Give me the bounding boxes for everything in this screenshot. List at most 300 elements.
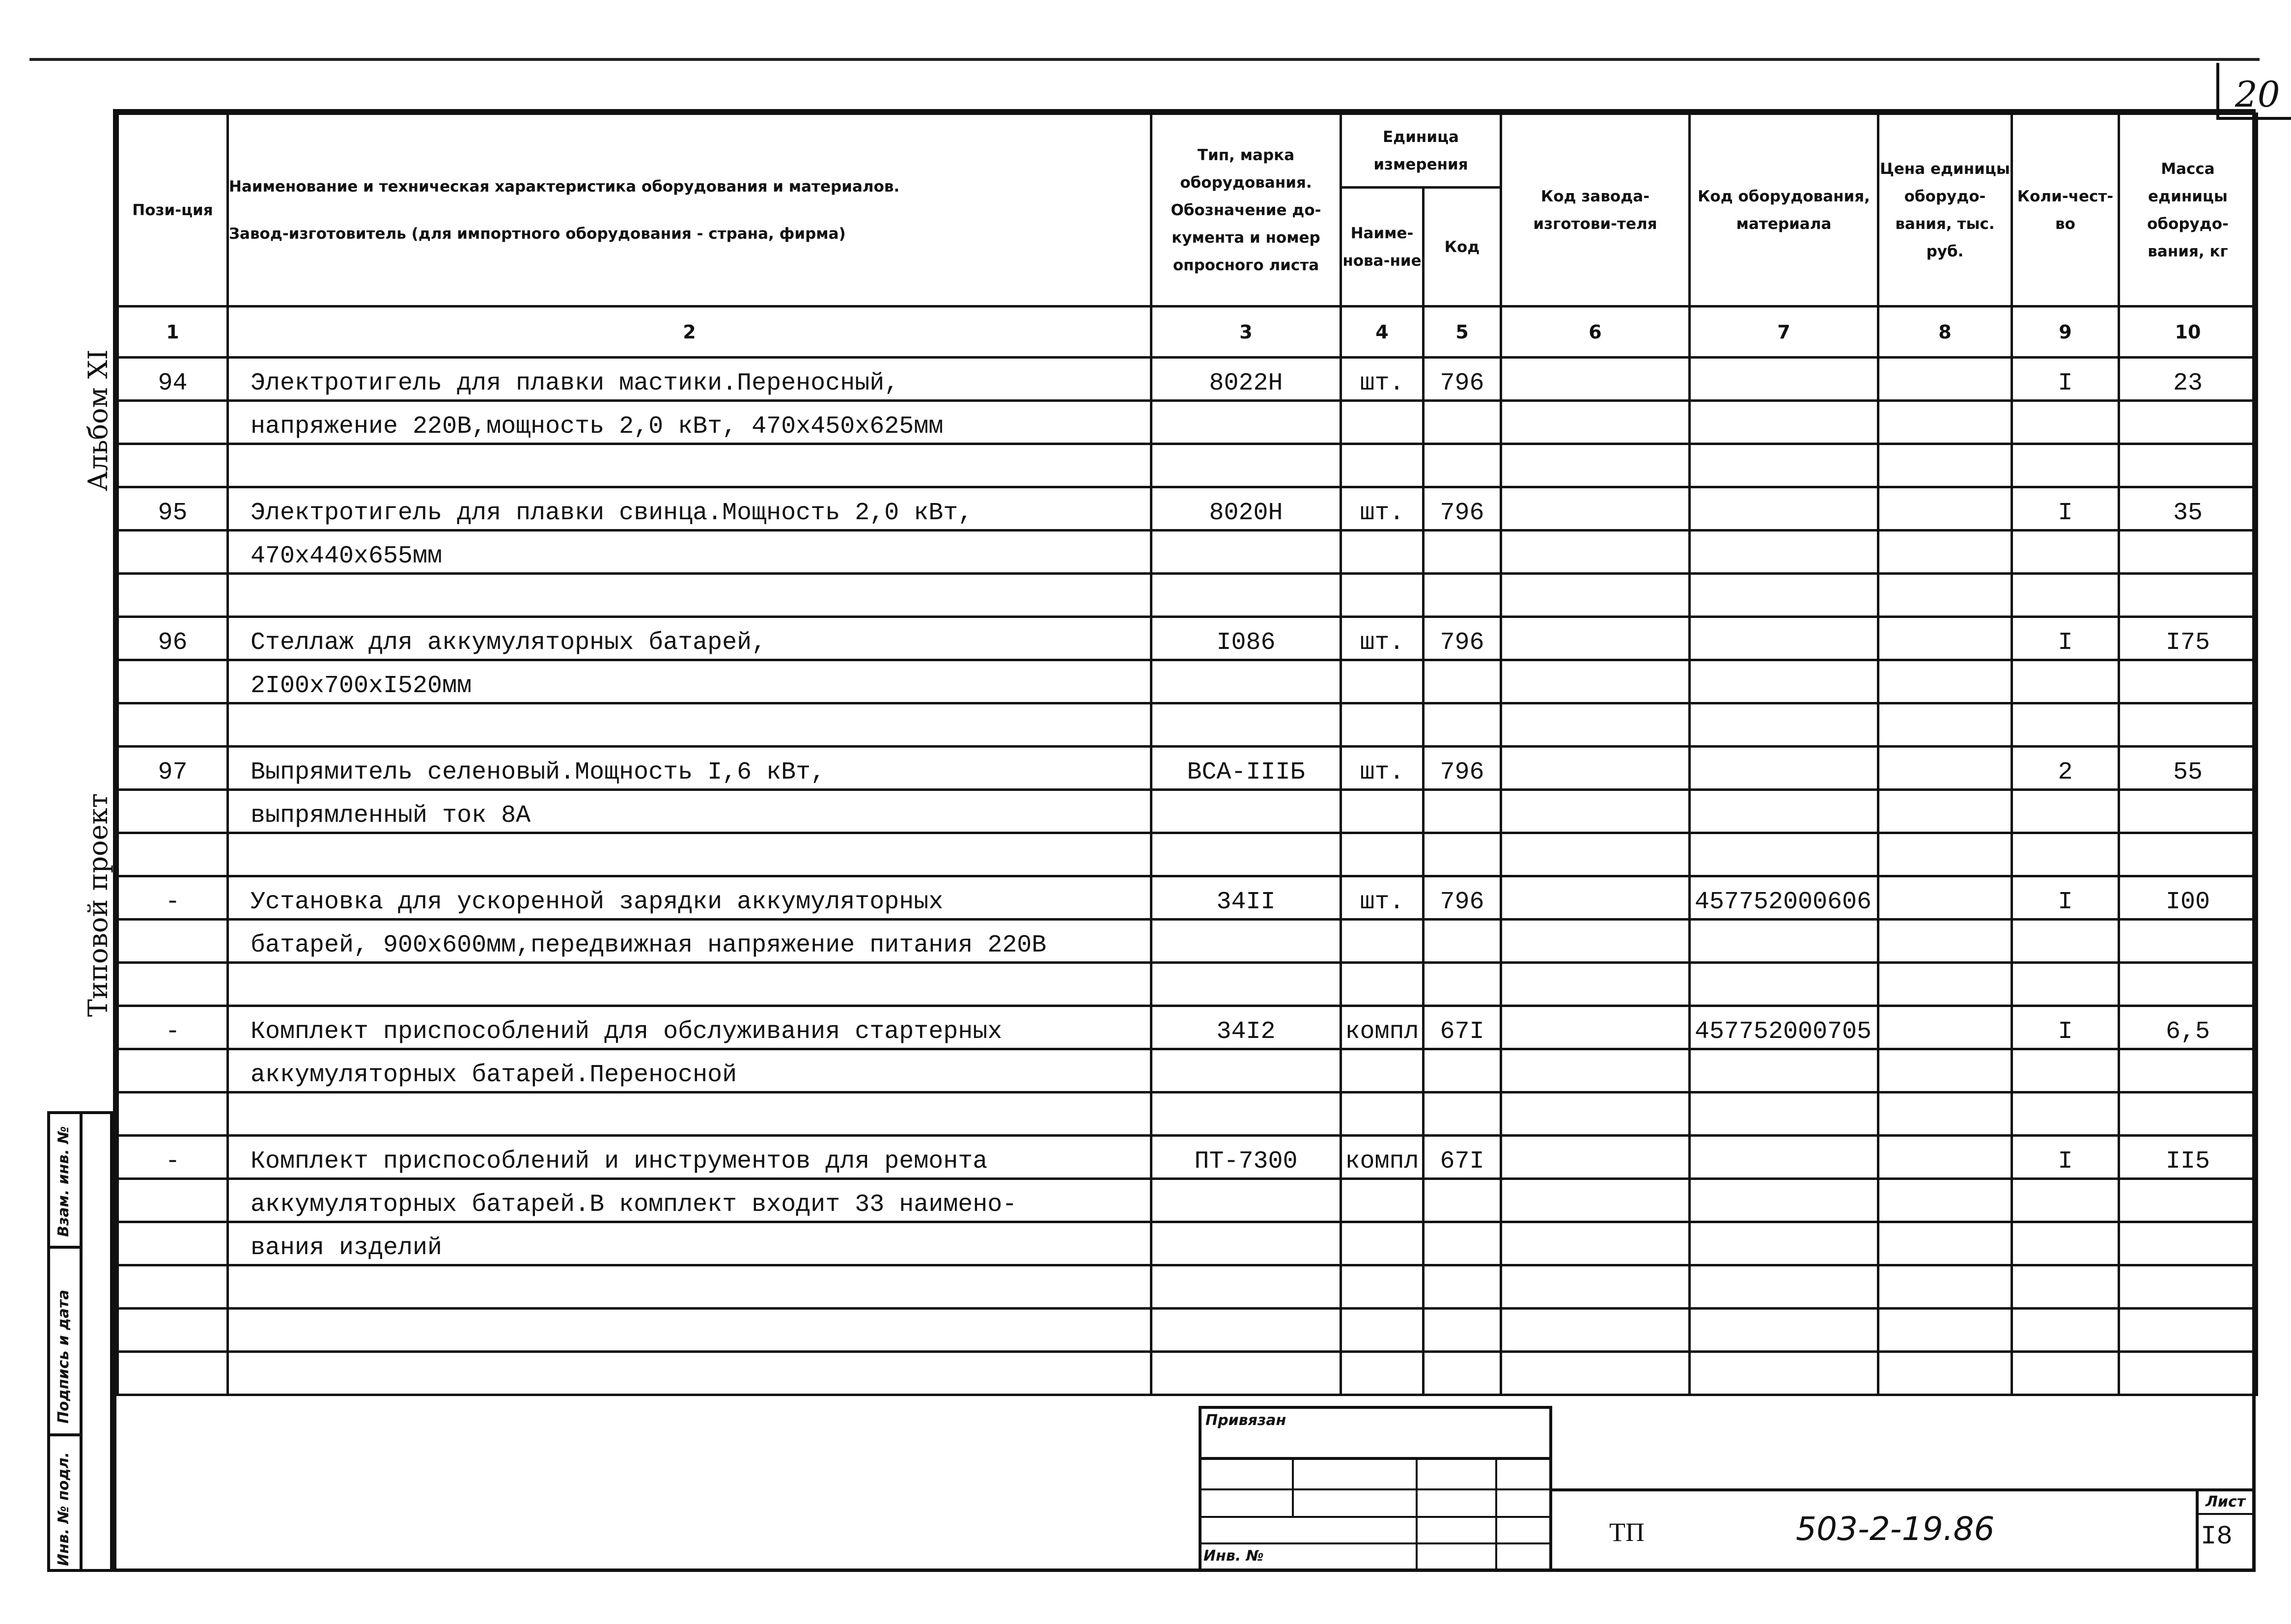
- tb-border: [1199, 1457, 1552, 1460]
- cell-type: ПТ-7300: [1151, 1136, 1341, 1179]
- cell-qty: [2012, 963, 2119, 1006]
- cell-price: [1878, 1049, 2012, 1092]
- cell-qty: [2012, 1265, 2119, 1309]
- cell-name: аккумуляторных батарей.В комплект входит 33 наимено-: [228, 1179, 1151, 1222]
- cell-maker-code: [1501, 1049, 1690, 1092]
- cell-pos: [118, 703, 228, 747]
- cell-price: [1878, 358, 2012, 401]
- cell-type: 8020Н: [1151, 487, 1341, 531]
- cell-price: [1878, 790, 2012, 833]
- cell-type: 8022Н: [1151, 358, 1341, 401]
- table-row: [118, 747, 2257, 790]
- cell-pos: 97: [118, 747, 228, 790]
- cell-type: [1151, 1092, 1341, 1136]
- cell-name: [228, 1265, 1151, 1309]
- cell-price: [1878, 963, 2012, 1006]
- cell-pos: 96: [118, 617, 228, 660]
- cell-equip-code: [1690, 617, 1878, 660]
- table-row: [118, 876, 2257, 920]
- cell-maker-code: [1501, 833, 1690, 876]
- cell-unit: шт.: [1341, 747, 1424, 790]
- table-row: [118, 1136, 2257, 1179]
- tb-border: [1495, 1457, 1497, 1572]
- cell-unit-code: [1424, 703, 1501, 747]
- cell-qty: [2012, 531, 2119, 574]
- cell-maker-code: [1501, 1265, 1690, 1309]
- cell-qty: 2: [2012, 747, 2119, 790]
- cell-qty: I: [2012, 487, 2119, 531]
- cell-price: [1878, 487, 2012, 531]
- cell-unit: шт.: [1341, 876, 1424, 920]
- tb-doc-number: 503-2-19.86: [1796, 1510, 1995, 1548]
- cell-unit: [1341, 920, 1424, 963]
- cell-qty: I: [2012, 358, 2119, 401]
- cell-type: [1151, 1309, 1341, 1352]
- cell-equip-code: [1690, 531, 1878, 574]
- cell-unit: шт.: [1341, 617, 1424, 660]
- cell-mass: [2119, 703, 2257, 747]
- cell-maker-code: [1501, 1006, 1690, 1049]
- cell-name: Электротигель для плавки свинца.Мощность 2,0 кВт,: [228, 487, 1151, 531]
- cell-qty: [2012, 833, 2119, 876]
- table-row: [118, 358, 2257, 401]
- cell-name: [228, 1352, 1151, 1395]
- cell-qty: [2012, 401, 2119, 444]
- cell-qty: [2012, 1222, 2119, 1265]
- cell-maker-code: [1501, 1092, 1690, 1136]
- cell-type: [1151, 833, 1341, 876]
- tb-border: [1416, 1457, 1418, 1572]
- header-name-line2: Завод-изготовитель (для импортного оборудования - страна, фирма): [229, 224, 846, 243]
- cell-price: [1878, 1136, 2012, 1179]
- table-row: [118, 1222, 2257, 1265]
- cell-mass: [2119, 1265, 2257, 1309]
- cell-pos: [118, 963, 228, 1006]
- header-type-line: Обозначение до-: [1171, 201, 1321, 219]
- cell-price: [1878, 703, 2012, 747]
- cell-unit-code: [1424, 1049, 1501, 1092]
- table-row: [118, 574, 2257, 617]
- cell-name: 2I00х700хI520мм: [228, 660, 1151, 703]
- top-border-line: [29, 58, 2260, 61]
- cell-type: [1151, 1352, 1341, 1395]
- cell-equip-code: [1690, 358, 1878, 401]
- cell-pos: [118, 920, 228, 963]
- tb-border: [2196, 1513, 2256, 1515]
- cell-unit: [1341, 1352, 1424, 1395]
- cell-price: [1878, 444, 2012, 487]
- cell-equip-code: [1690, 920, 1878, 963]
- cell-unit: шт.: [1341, 358, 1424, 401]
- cell-unit: [1341, 1179, 1424, 1222]
- cell-equip-code: [1690, 963, 1878, 1006]
- cell-unit-code: [1424, 574, 1501, 617]
- cell-unit-code: [1424, 1265, 1501, 1309]
- page-corner-number: 20: [2235, 74, 2280, 115]
- cell-equip-code: [1690, 487, 1878, 531]
- cell-qty: I: [2012, 617, 2119, 660]
- cell-maker-code: [1501, 747, 1690, 790]
- tb-border: [1199, 1516, 1552, 1518]
- cell-name: [228, 574, 1151, 617]
- cell-mass: [2119, 1049, 2257, 1092]
- cell-mass: [2119, 401, 2257, 444]
- cell-unit: [1341, 963, 1424, 1006]
- tb-border: [1199, 1406, 1552, 1409]
- tb-border: [1199, 1488, 1552, 1490]
- cell-unit-code: [1424, 1222, 1501, 1265]
- cell-mass: [2119, 531, 2257, 574]
- cell-qty: [2012, 1179, 2119, 1222]
- side-label-album: Альбом XI: [83, 349, 113, 491]
- cell-pos: [118, 444, 228, 487]
- cell-maker-code: [1501, 617, 1690, 660]
- table-row: [118, 790, 2257, 833]
- cell-type: [1151, 963, 1341, 1006]
- cell-unit-code: [1424, 1092, 1501, 1136]
- header-name-line1: Наименование и техническая характеристика оборудования и материалов.: [229, 177, 900, 196]
- tb-border: [1292, 1457, 1294, 1516]
- cell-name: вания изделий: [228, 1222, 1151, 1265]
- cell-unit-code: 796: [1424, 747, 1501, 790]
- cell-unit-code: [1424, 963, 1501, 1006]
- cell-mass: [2119, 1092, 2257, 1136]
- cell-name: Выпрямитель селеновый.Мощность I,6 кВт,: [228, 747, 1151, 790]
- col-number: 10: [2119, 307, 2257, 358]
- cell-type: I086: [1151, 617, 1341, 660]
- cell-mass: [2119, 963, 2257, 1006]
- cell-price: [1878, 1352, 2012, 1395]
- cell-equip-code: [1690, 1049, 1878, 1092]
- cell-price: [1878, 1092, 2012, 1136]
- table-row: [118, 1309, 2257, 1352]
- stamp-label-inv: Инв. № подл.: [55, 1452, 72, 1566]
- cell-equip-code: [1690, 1265, 1878, 1309]
- cell-unit-code: [1424, 1309, 1501, 1352]
- cell-unit: [1341, 1309, 1424, 1352]
- cell-equip-code: [1690, 574, 1878, 617]
- cell-mass: [2119, 574, 2257, 617]
- cell-mass: 35: [2119, 487, 2257, 531]
- cell-equip-code: [1690, 747, 1878, 790]
- cell-type: [1151, 444, 1341, 487]
- cell-unit: [1341, 444, 1424, 487]
- cell-type: [1151, 401, 1341, 444]
- cell-unit-code: [1424, 1179, 1501, 1222]
- col-number: 9: [2012, 307, 2119, 358]
- cell-unit: [1341, 703, 1424, 747]
- col-number: 3: [1151, 307, 1341, 358]
- cell-unit: компл: [1341, 1006, 1424, 1049]
- cell-type: [1151, 920, 1341, 963]
- cell-equip-code: [1690, 1136, 1878, 1179]
- cell-equip-code: [1690, 1179, 1878, 1222]
- cell-unit: [1341, 833, 1424, 876]
- table-body: [118, 358, 2257, 1395]
- cell-unit-code: [1424, 833, 1501, 876]
- cell-name: [228, 703, 1151, 747]
- col-number: 1: [118, 307, 228, 358]
- specification-table: [116, 112, 2258, 1396]
- table-row: [118, 531, 2257, 574]
- cell-unit-code: [1424, 401, 1501, 444]
- cell-unit-code: [1424, 531, 1501, 574]
- cell-price: [1878, 660, 2012, 703]
- cell-maker-code: [1501, 920, 1690, 963]
- table-row: [118, 833, 2257, 876]
- cell-type: ВСА-IIIБ: [1151, 747, 1341, 790]
- cell-pos: -: [118, 1006, 228, 1049]
- col-number: 2: [228, 307, 1151, 358]
- cell-name: [228, 963, 1151, 1006]
- cell-mass: [2119, 833, 2257, 876]
- cell-mass: [2119, 660, 2257, 703]
- cell-maker-code: [1501, 876, 1690, 920]
- cell-name: выпрямленный ток 8А: [228, 790, 1151, 833]
- cell-mass: I75: [2119, 617, 2257, 660]
- cell-type: 34II: [1151, 876, 1341, 920]
- cell-name: напряжение 220В,мощность 2,0 кВт, 470х450х625мм: [228, 401, 1151, 444]
- cell-maker-code: [1501, 401, 1690, 444]
- cell-qty: [2012, 1049, 2119, 1092]
- cell-unit: [1341, 790, 1424, 833]
- cell-maker-code: [1501, 963, 1690, 1006]
- cell-equip-code: [1690, 833, 1878, 876]
- cell-type: [1151, 703, 1341, 747]
- cell-unit-code: [1424, 444, 1501, 487]
- cell-name: [228, 1092, 1151, 1136]
- header-pos: Пози-ция: [118, 114, 228, 307]
- cell-type: [1151, 660, 1341, 703]
- cell-unit-code: [1424, 1352, 1501, 1395]
- cell-name: аккумуляторных батарей.Переносной: [228, 1049, 1151, 1092]
- cell-unit-code: 67I: [1424, 1136, 1501, 1179]
- cell-mass: [2119, 1352, 2257, 1395]
- cell-qty: [2012, 920, 2119, 963]
- col-number: 7: [1690, 307, 1878, 358]
- cell-price: [1878, 1222, 2012, 1265]
- cell-unit: [1341, 401, 1424, 444]
- cell-unit-code: [1424, 790, 1501, 833]
- cell-equip-code: [1690, 790, 1878, 833]
- table-row: [118, 920, 2257, 963]
- cell-pos: [118, 401, 228, 444]
- header-type: [1151, 114, 1341, 307]
- cell-name: 470х440х655мм: [228, 531, 1151, 574]
- header-unit-group: Единица измерения: [1341, 114, 1501, 188]
- cell-unit-code: 796: [1424, 617, 1501, 660]
- cell-pos: [118, 833, 228, 876]
- header-mass: Масса единицы оборудо-вания, кг: [2119, 114, 2257, 307]
- cell-type: [1151, 1179, 1341, 1222]
- cell-price: [1878, 1006, 2012, 1049]
- cell-equip-code: [1690, 1222, 1878, 1265]
- cell-unit: [1341, 531, 1424, 574]
- cell-mass: [2119, 1222, 2257, 1265]
- cell-equip-code: [1690, 1309, 1878, 1352]
- col-number: 8: [1878, 307, 2012, 358]
- table-row: [118, 1352, 2257, 1395]
- cell-unit: [1341, 660, 1424, 703]
- table-row: [118, 1179, 2257, 1222]
- cell-qty: [2012, 1092, 2119, 1136]
- cell-qty: [2012, 790, 2119, 833]
- cell-mass: 23: [2119, 358, 2257, 401]
- cell-pos: 95: [118, 487, 228, 531]
- cell-qty: I: [2012, 1006, 2119, 1049]
- cell-equip-code: [1690, 1352, 1878, 1395]
- cell-mass: [2119, 920, 2257, 963]
- cell-qty: [2012, 444, 2119, 487]
- cell-pos: 94: [118, 358, 228, 401]
- table-row: [118, 487, 2257, 531]
- cell-price: [1878, 1309, 2012, 1352]
- cell-pos: [118, 1049, 228, 1092]
- table-row: [118, 1006, 2257, 1049]
- cell-unit-code: 67I: [1424, 1006, 1501, 1049]
- cell-maker-code: [1501, 1309, 1690, 1352]
- cell-price: [1878, 920, 2012, 963]
- table-row: [118, 617, 2257, 660]
- cell-qty: I: [2012, 876, 2119, 920]
- col-number: 5: [1424, 307, 1501, 358]
- stamp-divider: [50, 1246, 80, 1249]
- cell-unit: [1341, 1049, 1424, 1092]
- tb-list-number: I8: [2201, 1522, 2233, 1552]
- header-type-line: кумента и номер: [1172, 228, 1320, 247]
- cell-equip-code: [1690, 401, 1878, 444]
- cell-qty: [2012, 660, 2119, 703]
- cell-maker-code: [1501, 703, 1690, 747]
- table-row: [118, 1092, 2257, 1136]
- cell-maker-code: [1501, 1179, 1690, 1222]
- tb-tp: ТП: [1609, 1517, 1645, 1547]
- cell-equip-code: [1690, 444, 1878, 487]
- cell-equip-code: [1690, 1092, 1878, 1136]
- cell-name: Электротигель для плавки мастики.Переносный,: [228, 358, 1151, 401]
- cell-name: Комплект приспособлений и инструментов для ремонта: [228, 1136, 1151, 1179]
- cell-unit: [1341, 1265, 1424, 1309]
- cell-name: [228, 833, 1151, 876]
- cell-mass: 6,5: [2119, 1006, 2257, 1049]
- cell-equip-code: [1690, 703, 1878, 747]
- cell-unit-code: 796: [1424, 358, 1501, 401]
- cell-qty: [2012, 703, 2119, 747]
- cell-type: [1151, 531, 1341, 574]
- cell-maker-code: [1501, 487, 1690, 531]
- cell-unit-code: 796: [1424, 487, 1501, 531]
- cell-pos: -: [118, 1136, 228, 1179]
- cell-name: батарей, 900х600мм,передвижная напряжение питания 220В: [228, 920, 1151, 963]
- stamp-label-vzam: Взам. инв. №: [55, 1126, 72, 1237]
- cell-price: [1878, 531, 2012, 574]
- stamp-divider: [50, 1433, 80, 1436]
- cell-mass: [2119, 790, 2257, 833]
- cell-maker-code: [1501, 660, 1690, 703]
- cell-name: [228, 444, 1151, 487]
- cell-price: [1878, 617, 2012, 660]
- cell-mass: I00: [2119, 876, 2257, 920]
- cell-pos: [118, 1179, 228, 1222]
- cell-pos: [118, 1092, 228, 1136]
- cell-unit: шт.: [1341, 487, 1424, 531]
- cell-unit: компл: [1341, 1136, 1424, 1179]
- stamp-label-podpis: Подпись и дата: [55, 1289, 72, 1424]
- cell-mass: 55: [2119, 747, 2257, 790]
- cell-price: [1878, 401, 2012, 444]
- cell-unit: [1341, 574, 1424, 617]
- cell-maker-code: [1501, 444, 1690, 487]
- cell-equip-code: [1690, 660, 1878, 703]
- cell-unit-code: [1424, 660, 1501, 703]
- header-name: [228, 114, 1151, 307]
- table-row: [118, 444, 2257, 487]
- cell-price: [1878, 747, 2012, 790]
- table-row: [118, 660, 2257, 703]
- cell-price: [1878, 876, 2012, 920]
- col-number: 4: [1341, 307, 1424, 358]
- cell-unit: [1341, 1222, 1424, 1265]
- cell-unit-code: [1424, 920, 1501, 963]
- cell-pos: -: [118, 876, 228, 920]
- cell-maker-code: [1501, 574, 1690, 617]
- col-number: 6: [1501, 307, 1690, 358]
- table-row: [118, 1049, 2257, 1092]
- tb-list-label: Лист: [2206, 1493, 2246, 1511]
- header-maker-code: Код завода-изготови-теля: [1501, 114, 1690, 307]
- cell-price: [1878, 833, 2012, 876]
- cell-unit-code: 796: [1424, 876, 1501, 920]
- cell-pos: [118, 1265, 228, 1309]
- cell-price: [1878, 574, 2012, 617]
- cell-equip-code: 457752000705: [1690, 1006, 1878, 1049]
- cell-price: [1878, 1265, 2012, 1309]
- header-price: Цена единицы оборудо-вания, тыс. руб.: [1878, 114, 2012, 307]
- cell-mass: [2119, 444, 2257, 487]
- table-row: [118, 963, 2257, 1006]
- cell-maker-code: [1501, 358, 1690, 401]
- cell-maker-code: [1501, 1352, 1690, 1395]
- cell-pos: [118, 660, 228, 703]
- tb-border: [2196, 1488, 2199, 1572]
- header-type-line: опросного листа: [1173, 256, 1319, 274]
- cell-qty: [2012, 1352, 2119, 1395]
- tb-privyazan: Привязан: [1205, 1412, 1286, 1429]
- table-row: [118, 1265, 2257, 1309]
- cell-type: [1151, 1265, 1341, 1309]
- cell-pos: [118, 1309, 228, 1352]
- cell-maker-code: [1501, 531, 1690, 574]
- cell-type: [1151, 790, 1341, 833]
- cell-pos: [118, 1222, 228, 1265]
- cell-pos: [118, 531, 228, 574]
- tb-border: [1199, 1542, 1552, 1544]
- header-equip-code: Код оборудования, материала: [1690, 114, 1878, 307]
- cell-type: [1151, 1222, 1341, 1265]
- cell-qty: [2012, 574, 2119, 617]
- header-type-line: Тип, марка: [1197, 146, 1295, 164]
- side-label-project: Типовой проект: [83, 793, 113, 1017]
- cell-type: 34I2: [1151, 1006, 1341, 1049]
- cell-type: [1151, 574, 1341, 617]
- left-stamp: [47, 1111, 113, 1572]
- cell-type: [1151, 1049, 1341, 1092]
- table-row: [118, 703, 2257, 747]
- cell-unit: [1341, 1092, 1424, 1136]
- cell-maker-code: [1501, 1136, 1690, 1179]
- cell-qty: I: [2012, 1136, 2119, 1179]
- tb-border: [1552, 1488, 2256, 1491]
